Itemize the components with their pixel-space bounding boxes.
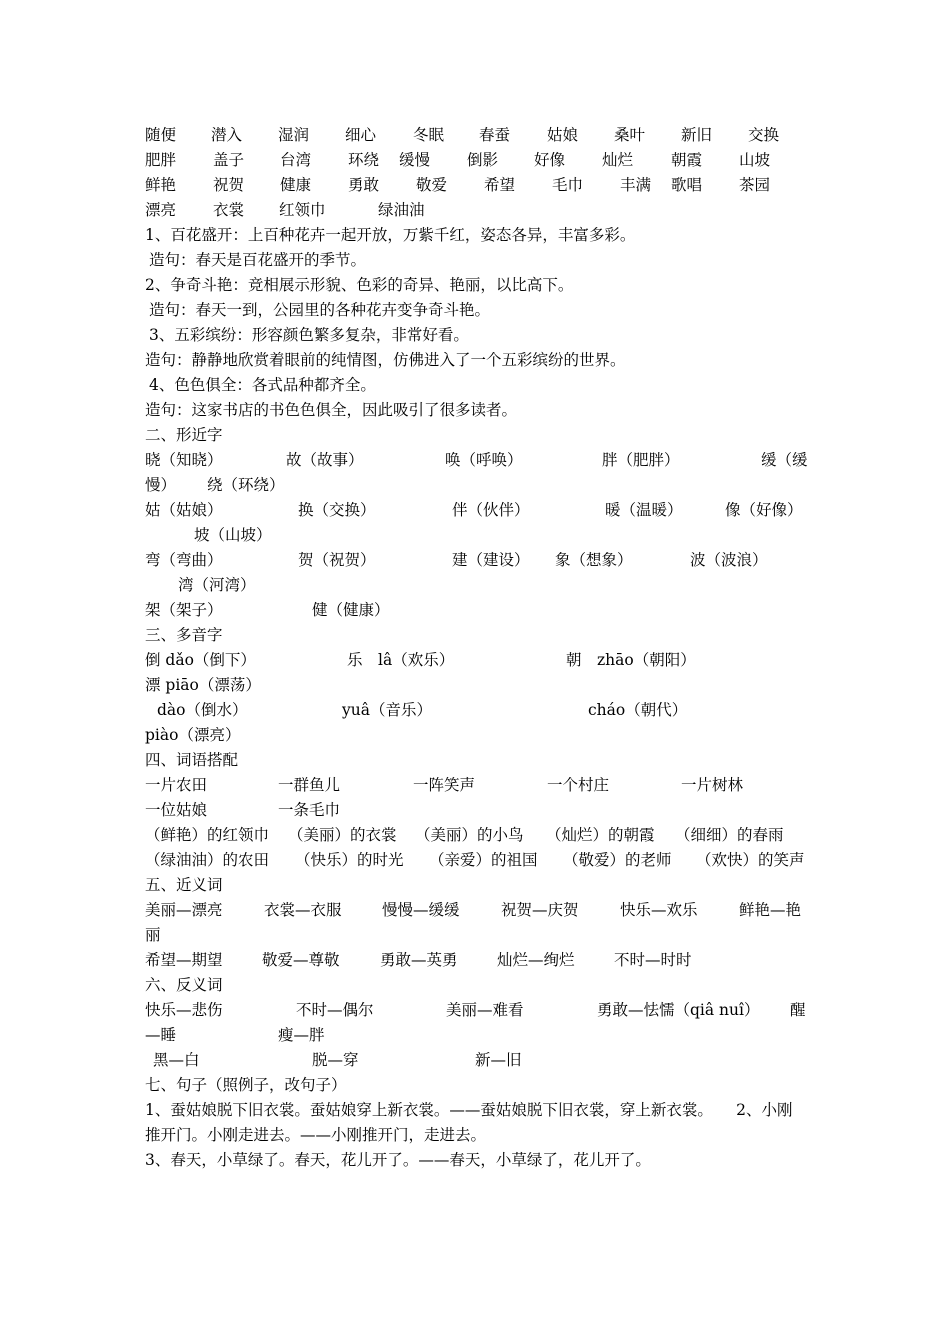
idiom-4: 4、色色俱全：各式品种都齐全。 <box>149 376 376 394</box>
vocab-word: 朝霞 <box>671 151 703 169</box>
collocation-item: （美丽）的小鸟 <box>415 826 524 844</box>
similar-item: 建（建设） <box>452 551 530 569</box>
collocation-item: （鲜艳）的红领巾 <box>145 826 270 844</box>
polyphone-item: 朝 zhāo（朝阳） <box>566 651 696 669</box>
vocab-word: 衣裳 <box>213 201 245 219</box>
vocab-word: 好像 <box>534 151 566 169</box>
section-heading-antonyms: 六、反义词 <box>145 976 223 994</box>
idiom-3: 3、五彩缤纷：形容颜色繁多复杂，非常好看。 <box>149 326 469 344</box>
vocab-word: 春蚕 <box>479 126 511 144</box>
vocab-word: 祝贺 <box>213 176 245 194</box>
synonym-pair: 衣裳—衣服 <box>264 901 342 919</box>
vocab-word: 绿油油 <box>378 201 425 219</box>
similar-item: 唤（呼唤） <box>445 451 523 469</box>
similar-item: 像（好像） <box>725 501 803 519</box>
vocab-word: 歌唱 <box>671 176 703 194</box>
vocab-word: 环绕 <box>348 151 380 169</box>
collocation-item: 一条毛巾 <box>278 801 341 819</box>
collocation-item: 一个村庄 <box>547 776 610 794</box>
synonyms-row-1-continued: 丽 <box>145 926 161 944</box>
polyphone-row-2-continued: piào（漂亮） <box>145 726 241 744</box>
similar-item: 换（交换） <box>298 501 376 519</box>
collocation-item: 一位姑娘 <box>145 801 208 819</box>
vocab-word: 灿烂 <box>602 151 634 169</box>
similar-item: 伴（伙伴） <box>452 501 530 519</box>
synonym-pair: 不时—时时 <box>614 951 692 969</box>
antonym-pair: 脱—穿 <box>312 1051 359 1069</box>
synonym-pair: 快乐—欢乐 <box>620 901 698 919</box>
collocation-item: （绿油油）的农田 <box>145 851 270 869</box>
vocab-word: 漂亮 <box>145 201 177 219</box>
antonym-pair: 美丽—难看 <box>446 1001 524 1019</box>
sentence-line-3: 3、春天，小草绿了。春天，花儿开了。——春天，小草绿了，花儿开了。 <box>145 1151 651 1169</box>
polyphone-item: yuâ（音乐） <box>342 701 432 719</box>
collocation-item: （细细）的春雨 <box>675 826 784 844</box>
synonym-pair: 敬爱—尊敬 <box>262 951 340 969</box>
section-heading-similar: 二、形近字 <box>145 426 223 444</box>
idiom-2: 2、争奇斗艳：竞相展示形貌、色彩的奇异、艳丽，以比高下。 <box>145 276 574 294</box>
vocab-word: 鲜艳 <box>145 176 177 194</box>
synonym-pair: 希望—期望 <box>145 951 223 969</box>
similar-item: 坡（山坡） <box>194 526 272 544</box>
similar-item: 健（健康） <box>312 601 390 619</box>
similar-item: 湾（河湾） <box>178 576 256 594</box>
vocab-word: 桑叶 <box>614 126 646 144</box>
similar-item: 姑（姑娘） <box>145 501 223 519</box>
synonym-pair: 慢慢—缓缓 <box>382 901 460 919</box>
vocab-word: 山坡 <box>739 151 771 169</box>
collocation-item: （美丽）的衣裳 <box>288 826 397 844</box>
idiom-1: 1、百花盛开：上百种花卉一起开放，万紫千红，姿态各异，丰富多彩。 <box>145 226 636 244</box>
polyphone-row-1-continued: 漂 piāo（漂荡） <box>145 676 261 694</box>
vocab-word: 缓慢 <box>399 151 431 169</box>
antonym-pair: 勇敢—怯懦（qiâ nuî） <box>597 1001 760 1019</box>
polyphone-item: dào（倒水） <box>157 701 248 719</box>
similar-item: 弯（弯曲） <box>145 551 223 569</box>
section-heading-synonyms: 五、近义词 <box>145 876 223 894</box>
vocab-word: 肥胖 <box>145 151 177 169</box>
vocab-word: 随便 <box>145 126 177 144</box>
sentence-line-2: 推开门。小刚走进去。——小刚推开门，走进去。 <box>145 1126 487 1144</box>
vocab-word: 健康 <box>280 176 312 194</box>
vocab-word: 新旧 <box>681 126 713 144</box>
antonym-pair: 黑—白 <box>153 1051 200 1069</box>
collocation-item: （欢快）的笑声 <box>696 851 805 869</box>
synonym-pair: 鲜艳—艳 <box>739 901 802 919</box>
collocation-item: 一片树林 <box>681 776 744 794</box>
section-heading-collocation: 四、词语搭配 <box>145 751 239 769</box>
collocation-item: （亲爱）的祖国 <box>429 851 538 869</box>
similar-item: 缓（缓 <box>761 451 808 469</box>
vocab-word: 希望 <box>484 176 516 194</box>
antonym-pair: 瘦—胖 <box>278 1026 325 1044</box>
vocab-word: 毛巾 <box>552 176 584 194</box>
vocab-word: 敬爱 <box>416 176 448 194</box>
vocab-word: 丰满 <box>620 176 652 194</box>
synonym-pair: 美丽—漂亮 <box>145 901 223 919</box>
idiom-3-sentence: 造句：静静地欣赏着眼前的纯情图，仿佛进入了一个五彩缤纷的世界。 <box>145 351 626 369</box>
vocab-word: 交换 <box>748 126 780 144</box>
similar-item: 绕（环绕） <box>207 476 285 494</box>
similar-item: 象（想象） <box>555 551 633 569</box>
vocab-word: 湿润 <box>278 126 310 144</box>
synonym-pair: 勇敢—英勇 <box>380 951 458 969</box>
antonym-pair: 快乐—悲伤 <box>145 1001 223 1019</box>
polyphone-item: 乐 lâ（欢乐） <box>347 651 455 669</box>
collocation-item: 一片农田 <box>145 776 208 794</box>
antonym-pair: —睡 <box>145 1026 177 1044</box>
collocation-item: （灿烂）的朝霞 <box>546 826 655 844</box>
vocab-word: 台湾 <box>280 151 312 169</box>
idiom-4-sentence: 造句：这家书店的书色色俱全，因此吸引了很多读者。 <box>145 401 518 419</box>
collocation-item: （敬爱）的老师 <box>563 851 672 869</box>
vocab-word: 倒影 <box>467 151 499 169</box>
idiom-2-sentence: 造句：春天一到，公园里的各种花卉变争奇斗艳。 <box>149 301 491 319</box>
similar-item: 故（故事） <box>286 451 364 469</box>
idiom-1-sentence: 造句：春天是百花盛开的季节。 <box>149 251 367 269</box>
antonym-pair: 醒 <box>790 1001 806 1019</box>
vocab-word: 盖子 <box>213 151 245 169</box>
synonym-pair: 祝贺—庆贺 <box>501 901 579 919</box>
similar-item: 贺（祝贺） <box>298 551 376 569</box>
similar-item: 波（波浪） <box>690 551 768 569</box>
vocab-word: 红领巾 <box>279 201 326 219</box>
vocab-word: 勇敢 <box>348 176 380 194</box>
similar-item: 架（架子） <box>145 601 223 619</box>
section-heading-polyphone: 三、多音字 <box>145 626 223 644</box>
vocab-word: 冬眠 <box>413 126 445 144</box>
polyphone-item: 倒 dǎo（倒下） <box>145 651 256 669</box>
antonym-pair: 新—旧 <box>475 1051 522 1069</box>
similar-item: 胖（肥胖） <box>602 451 680 469</box>
similar-item: 晓（知晓） <box>145 451 223 469</box>
collocation-item: 一阵笑声 <box>413 776 476 794</box>
vocab-word: 潜入 <box>211 126 243 144</box>
vocab-word: 姑娘 <box>547 126 579 144</box>
section-heading-sentences: 七、句子（照例子，改句子） <box>145 1076 347 1094</box>
vocab-word: 细心 <box>345 126 377 144</box>
vocab-word: 茶园 <box>739 176 771 194</box>
synonym-pair: 灿烂—绚烂 <box>497 951 575 969</box>
similar-item: 暖（温暖） <box>605 501 683 519</box>
sentence-line-1: 1、蚕姑娘脱下旧衣裳。蚕姑娘穿上新衣裳。——蚕姑娘脱下旧衣裳，穿上新衣裳。 2、小刚 <box>145 1101 793 1119</box>
collocation-item: （快乐）的时光 <box>295 851 404 869</box>
polyphone-item: cháo（朝代） <box>588 701 688 719</box>
collocation-item: 一群鱼儿 <box>278 776 341 794</box>
antonym-pair: 不时—偶尔 <box>296 1001 374 1019</box>
similar-item: 慢） <box>145 476 177 494</box>
